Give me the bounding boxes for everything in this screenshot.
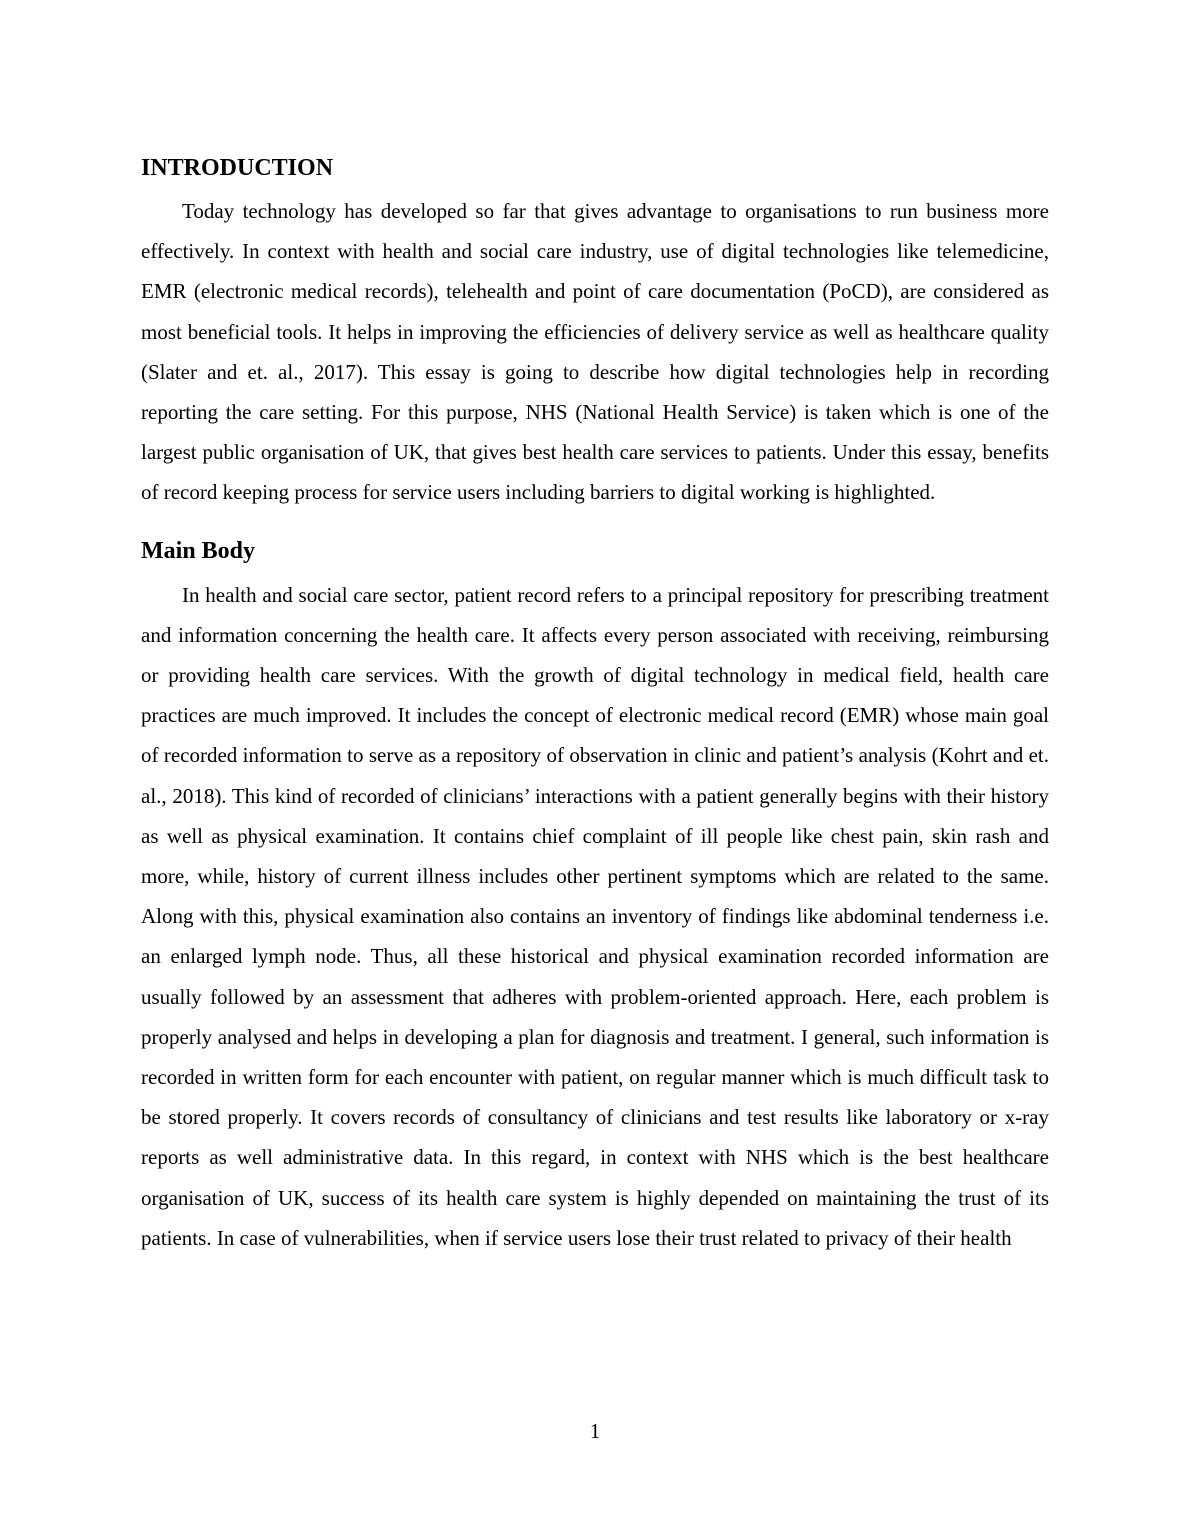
page-content	[141, 150, 1049, 1258]
main-body-paragraph: In health and social care sector, patient record refers to a principal repository for prescribing treatment and information concerning the health care. It affects every person associated with receiving, reimbursing or providing health care services. With the growth of digital technology in medical field, health care practices are much improved. It includes the concept of electronic medical record (EMR) whose main goal of recorded information to serve as a repository of observation in clinic and patient’s analysis (Kohrt and et. al., 2018). This kind of recorded of clinicians’ interactions with a patient generally begins with their history as well as physical examination. It contains chief complaint of ill people like chest pain, skin rash and more, while, history of current illness includes other pertinent symptoms which are related to the same. Along with this, physical examination also contains an inventory of findings like abdominal tenderness i.e. an enlarged lymph node. Thus, all these historical and physical examination recorded information are usually followed by an assessment that adheres with problem-oriented approach. Here, each problem is properly analysed and helps in developing a plan for diagnosis and treatment. I general, such information is recorded in written form for each encounter with patient, on regular manner which is much difficult task to be stored properly. It covers records of consultancy of clinicians and test results like laboratory or x-ray reports as well administrative data. In this regard, in context with NHS which is the best healthcare organisation of UK, success of its health care system is highly depended on maintaining the trust of its patients. In case of vulnerabilities, when if service users lose their trust related to privacy of their health	[141, 582, 1049, 1250]
section-heading-main-body: Main Body	[141, 537, 256, 564]
section-heading-introduction: INTRODUCTION	[141, 155, 334, 181]
page-number: 1	[589, 1419, 601, 1443]
introduction-paragraph: Today technology has developed so far that gives advantage to organisations to run business more effectively. In context with health and social care industry, use of digital technologies like telemedicine, EMR (electronic medical records), telehealth and point of care documentation (PoCD), are considered as most beneficial tools. It helps in improving the efficiencies of delivery service as well as healthcare quality (Slater and et. al., 2017). This essay is going to describe how digital technologies help in recording reporting the care setting. For this purpose, NHS (National Health Service) is taken which is one of the largest public organisation of UK, that gives best health care services to patients. Under this essay, benefits of record keeping process for service users including barriers to digital working is highlighted.	[141, 199, 1049, 505]
